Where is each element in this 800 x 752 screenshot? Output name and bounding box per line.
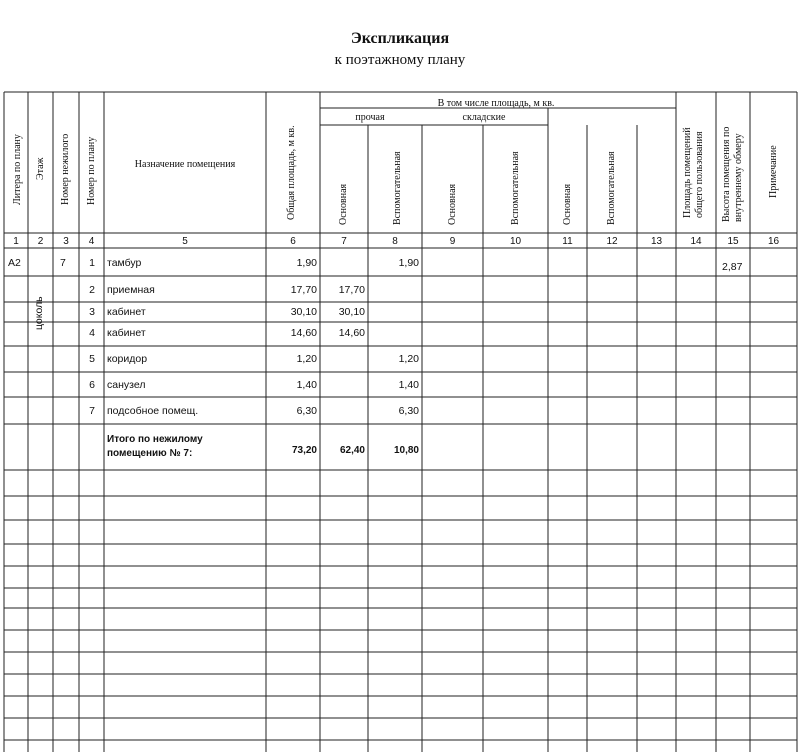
data-rows xyxy=(89,257,419,417)
header-col14b: общего пользования xyxy=(694,131,705,218)
column-number: 14 xyxy=(690,236,702,247)
header-col11: Основная xyxy=(562,183,573,225)
room-main-area: 30,10 xyxy=(338,306,365,318)
column-number: 12 xyxy=(606,236,618,247)
column-number: 3 xyxy=(63,236,69,247)
header-storage: складские xyxy=(462,112,506,123)
column-numbers xyxy=(13,236,779,247)
column-number: 6 xyxy=(290,236,296,247)
room-name: приемная xyxy=(107,284,155,296)
column-number: 8 xyxy=(392,236,398,247)
header-col7: Основная xyxy=(338,183,349,225)
height-value: 2,87 xyxy=(722,261,743,273)
room-total-area: 14,60 xyxy=(290,327,317,339)
room-aux-area: 1,40 xyxy=(398,379,419,391)
column-number: 9 xyxy=(449,236,456,247)
room-total-area: 1,40 xyxy=(296,379,317,391)
header-unit-number: Номер нежилого xyxy=(60,133,71,205)
room-name: тамбур xyxy=(107,257,142,269)
room-number: 5 xyxy=(89,353,95,365)
room-total-area: 1,20 xyxy=(296,353,317,365)
header-other: прочая xyxy=(355,112,385,123)
header-note: Примечание xyxy=(768,145,779,198)
room-number: 7 xyxy=(89,405,95,417)
document-subtitle: к поэтажному плану xyxy=(334,52,466,68)
header-plan-number: Номер по плану xyxy=(86,136,97,205)
total-main-value: 62,40 xyxy=(339,445,365,456)
room-total-area: 30,10 xyxy=(290,306,317,318)
column-number: 16 xyxy=(767,236,780,247)
header-col8: Вспомогательная xyxy=(392,151,403,225)
header-col10: Вспомогательная xyxy=(510,151,521,225)
column-number: 5 xyxy=(182,236,188,247)
floor-value: цоколь xyxy=(33,296,45,330)
room-name: коридор xyxy=(107,353,148,365)
room-number: 1 xyxy=(89,257,95,269)
room-name: кабинет xyxy=(107,327,146,339)
room-name: санузел xyxy=(107,379,146,391)
room-name: кабинет xyxy=(107,306,146,318)
total-label-line1: Итого по нежилому xyxy=(107,434,203,445)
room-total-area: 6,30 xyxy=(296,405,317,417)
room-number: 2 xyxy=(89,284,95,296)
column-number: 1 xyxy=(13,236,19,247)
header-col15b: внутреннему обмеру xyxy=(733,133,744,222)
room-name: подсобное помещ. xyxy=(107,405,199,417)
room-main-area: 14,60 xyxy=(338,327,365,339)
header-total-area: Общая площадь, м кв. xyxy=(286,125,297,220)
total-label-line2: помещению № 7: xyxy=(107,448,193,459)
column-number: 10 xyxy=(509,236,522,247)
column-number: 7 xyxy=(341,236,347,247)
room-main-area: 17,70 xyxy=(338,284,365,296)
column-number: 4 xyxy=(88,236,95,247)
room-total-area: 17,70 xyxy=(290,284,317,296)
header-col15a: Высота помещения по xyxy=(721,126,732,222)
room-total-area: 1,90 xyxy=(296,257,317,269)
header-purpose: Назначение помещения xyxy=(134,159,236,170)
header-col9: Основная xyxy=(447,183,458,225)
total-area-value: 73,20 xyxy=(291,445,317,456)
unit-number-value: 7 xyxy=(60,257,66,269)
room-aux-area: 1,20 xyxy=(398,353,419,365)
header-col14a: Площадь помещений xyxy=(682,127,693,218)
column-number: 15 xyxy=(727,236,739,247)
room-number: 3 xyxy=(89,306,95,318)
header-area-group: В том числе площадь, м кв. xyxy=(437,98,555,109)
room-aux-area: 6,30 xyxy=(398,405,419,417)
header-floor: Этаж xyxy=(35,157,46,180)
column-number: 11 xyxy=(562,236,573,247)
room-number: 4 xyxy=(89,327,95,339)
column-number: 2 xyxy=(37,236,44,247)
document-title: Экспликация xyxy=(350,30,450,47)
column-number: 13 xyxy=(650,236,663,247)
room-number: 6 xyxy=(89,379,95,391)
header-litera: Литера по плану xyxy=(12,134,23,205)
header-col12: Вспомогательная xyxy=(606,151,617,225)
total-aux-value: 10,80 xyxy=(393,445,419,456)
room-aux-area: 1,90 xyxy=(398,257,419,269)
litera-value: А2 xyxy=(8,257,21,269)
